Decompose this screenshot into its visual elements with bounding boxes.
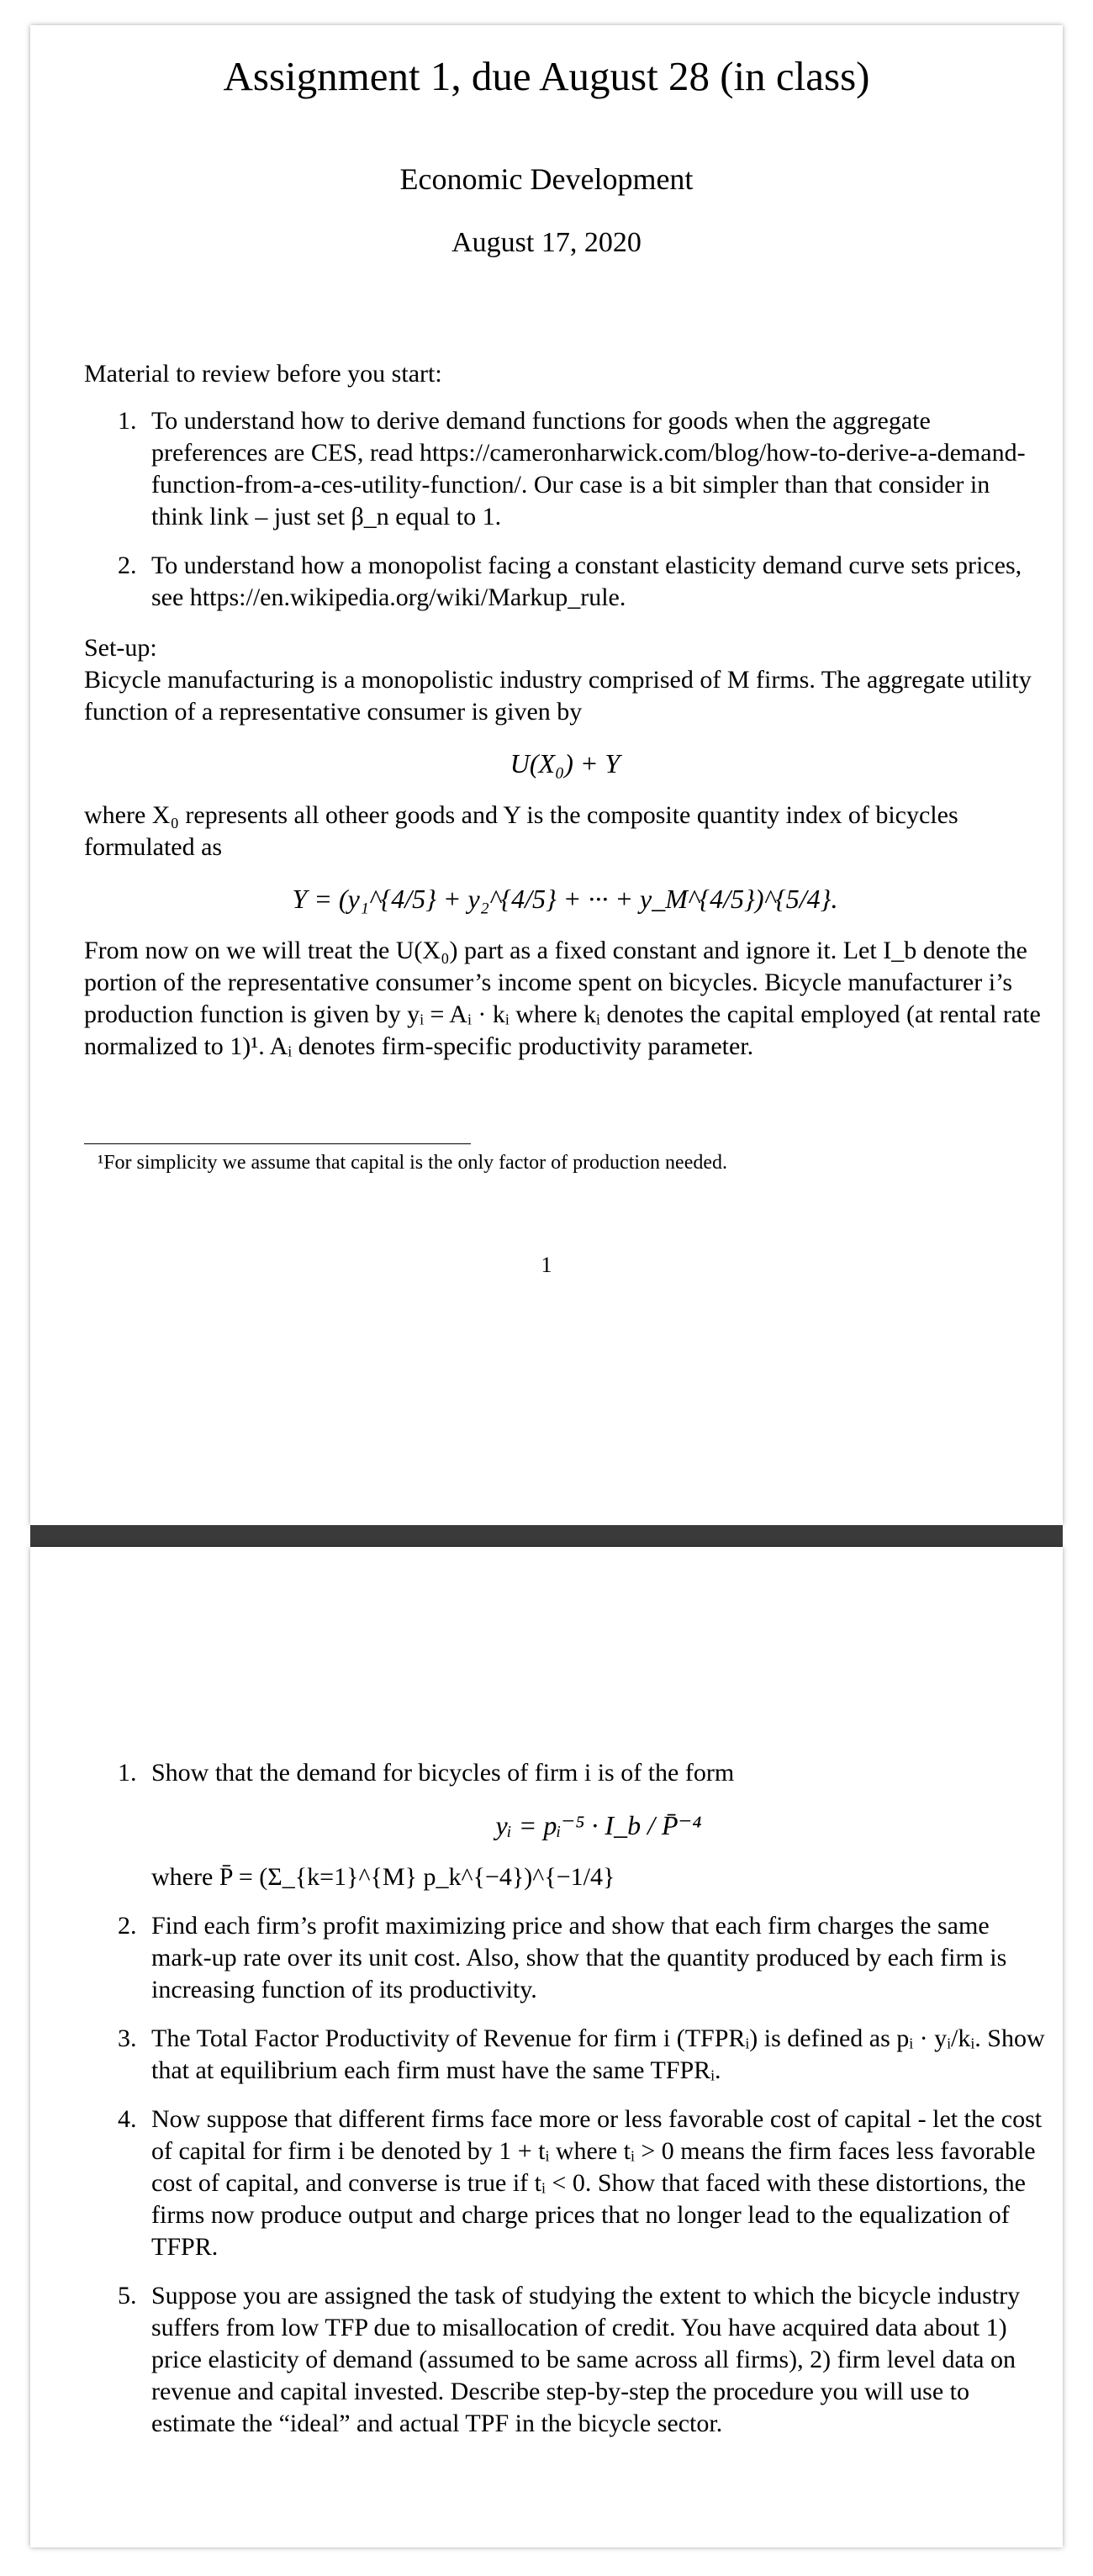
review-item-number: 1. xyxy=(118,407,137,435)
where-text: where X₀ represents all otheer goods and Y is the composite quantity index of bicycles formulated as xyxy=(84,801,958,861)
question-text: Find each firm’s profit maximizing price and show that each firm charges the same mark-up rate over its unit cost. Also, show that the quantity produced by each firm is increasing function of its productivity. xyxy=(151,1912,1007,2003)
assignment-title: Assignment 1, due August 28 (in class) xyxy=(223,53,870,99)
price-index-definition: where P̄ = (Σ_{k=1}^{M} p_k^{−4})^{−1/4} xyxy=(151,1863,615,1891)
question-item xyxy=(84,1910,1046,2006)
page-2 xyxy=(30,1547,1063,2547)
question-number: 2. xyxy=(118,1912,137,1940)
review-item-number: 2. xyxy=(118,552,137,579)
question-number: 3. xyxy=(118,2024,137,2052)
setup-heading: Set-up: xyxy=(84,634,157,662)
question-number: 1. xyxy=(118,1759,137,1787)
composite-index-equation: Y = (y₁^{4/5} + y₂^{4/5} + ··· + y_M^{4/5})^{5/4}. xyxy=(292,884,838,914)
footnote: ¹For simplicity we assume that capital is the only factor of production needed. xyxy=(98,1152,728,1174)
question-number: 4. xyxy=(118,2105,137,2133)
setup-text: Bicycle manufacturing is a monopolistic industry comprised of M firms. The aggregate utility function of a representative consumer is given by xyxy=(84,666,1032,726)
page-1 xyxy=(30,25,1063,1525)
question-text: Suppose you are assigned the task of studying the extent to which the bicycle industry suffers from low TFP due to misallocation of credit. You have acquired data about 1) price elasticity of demand (assumed to be same across all firms), 2) firm level data on revenue and capital invested. Describe step-by-step the procedure you will use to estimate the “ideal” and actual TPF in the bicycle sector. xyxy=(151,2282,1021,2437)
question-text: Show that the demand for bicycles of firm i is of the form xyxy=(151,1759,735,1787)
body-text: From now on we will treat the U(X₀) part as a fixed constant and ignore it. Let I_b denote the portion of the representative consumer’s income spent on bicycles. Bicycle manufacturer i’s production function is given by yᵢ = Aᵢ · kᵢ where kᵢ denotes the capital employed (at rental rate normalized to 1)¹. Aᵢ denotes firm-specific productivity parameter. xyxy=(84,937,1041,1060)
footnote-rule xyxy=(84,1143,471,1144)
question-item xyxy=(84,2104,1046,2263)
question-list xyxy=(84,1757,1046,2440)
review-item xyxy=(84,405,1046,533)
review-heading: Material to review before you start: xyxy=(84,360,442,388)
page-2-body xyxy=(84,1757,1046,2440)
page-1-body xyxy=(84,358,1046,1063)
review-list xyxy=(84,405,1046,614)
question-text: Now suppose that different firms face more or less favorable cost of capital - let the cost of capital for firm i be denoted by 1 + tᵢ where tᵢ > 0 means the firm faces less favorable cost of capital, and converse is true if tᵢ < 0. Show that faced with these distortions, the firms now produce output and charge prices that no longer lead to the equalization of TFPR. xyxy=(151,2105,1043,2261)
review-item-text: To understand how a monopolist facing a constant elasticity demand curve sets prices, see https://en.wikipedia.org/wiki/Markup_rule. xyxy=(151,552,1022,611)
demand-equation: yᵢ = pᵢ⁻⁵ · I_b / P̄⁻⁴ xyxy=(495,1810,702,1840)
question-number: 5. xyxy=(118,2282,137,2309)
question-text: The Total Factor Productivity of Revenue for firm i (TFPRᵢ) is defined as pᵢ · yᵢ/kᵢ. Show that at equilibrium each firm must have the same TFPRᵢ. xyxy=(151,2024,1045,2084)
review-item xyxy=(84,550,1046,614)
question-item xyxy=(84,2023,1046,2087)
page-divider xyxy=(30,1525,1063,1547)
assignment-date: August 17, 2020 xyxy=(451,227,642,258)
course-subtitle: Economic Development xyxy=(399,162,694,196)
page-number: 1 xyxy=(541,1253,552,1277)
question-item xyxy=(84,2280,1046,2440)
question-item xyxy=(84,1757,1046,1893)
utility-equation: U(X₀) + Y xyxy=(510,748,620,779)
review-item-text: To understand how to derive demand functions for goods when the aggregate preferences are CES, read https://cameronharwick.com/blog/how-to-derive-a-demand-function-from-a-ces-utility-function/. Our case is a bit simpler than that consider in think link – just set β_n equal to 1. xyxy=(151,407,1026,531)
